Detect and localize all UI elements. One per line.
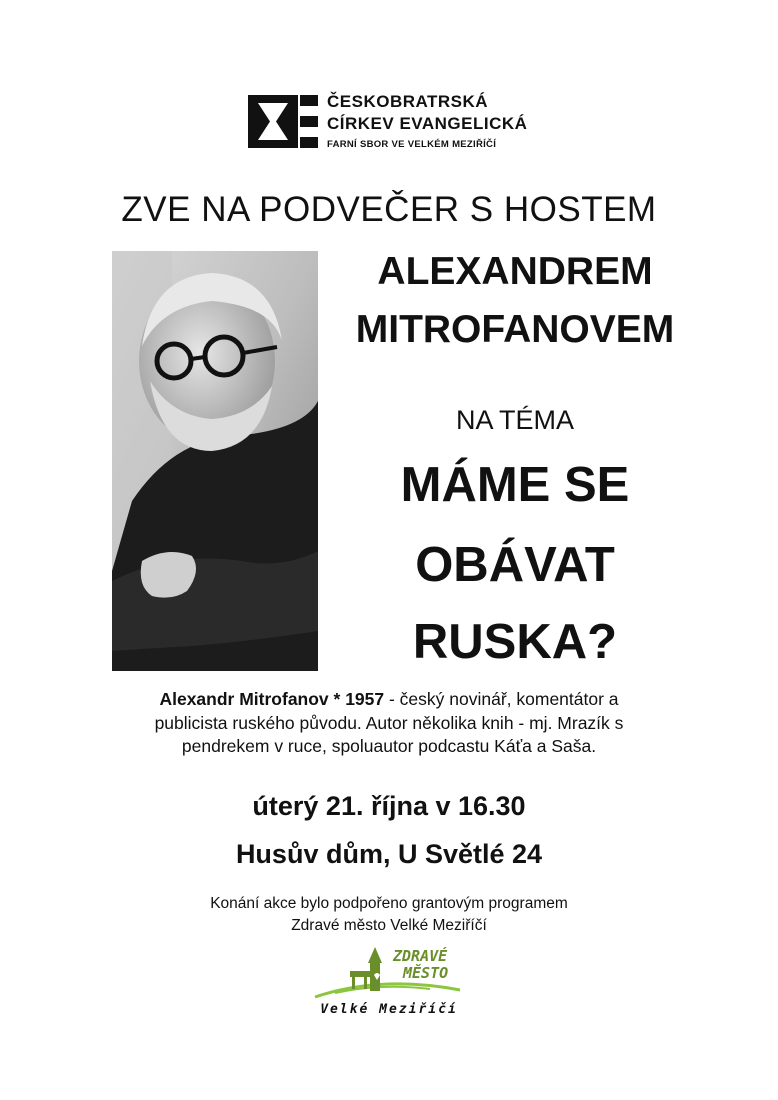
guest-bio [60,688,718,759]
bio-text-line2: publicista ruského původu. Autor několika knih - mj. Mrazík s [154,712,624,733]
bio-text-line1: - český novinář, komentátor a [384,689,619,709]
grant-note-line2: Zdravé město Velké Meziříčí [291,917,487,934]
church-logo-icon [248,95,318,148]
invitation-heading: ZVE NA PODVEČER S HOSTEM [121,190,657,229]
city-logo-word1: ZDRAVÉ [393,947,448,965]
bio-text-line3: pendrekem v ruce, spoluautor podcastu Káťa a Saša. [181,736,597,756]
topic-title-line3: RUSKA? [412,615,618,669]
guest-portrait-photo [112,251,318,671]
grant-note-line1: Konání akce bylo podpořeno grantovým programem [210,895,568,912]
city-logo-name: Velké Meziříčí [320,1002,458,1017]
org-name-line2: CÍRKEV EVANGELICKÁ [327,114,528,133]
event-date: úterý 21. října v 16.30 [252,791,526,821]
topic-label: NA TÉMA [455,405,575,435]
event-venue: Husův dům, U Světlé 24 [235,839,543,869]
guest-name-line1: ALEXANDREM [377,250,653,293]
org-name-line1: ČESKOBRATRSKÁ [327,92,489,111]
guest-name-line2: MITROFANOVEM [355,308,675,351]
org-subtitle: FARNÍ SBOR VE VELKÉM MEZIŘÍČÍ [327,139,497,150]
topic-title-line1: MÁME SE [400,458,630,512]
city-logo-word2: MĚSTO [403,964,449,982]
topic-title-line2: OBÁVAT [415,538,615,592]
bio-name: Alexandr Mitrofanov * 1957 [159,689,385,709]
